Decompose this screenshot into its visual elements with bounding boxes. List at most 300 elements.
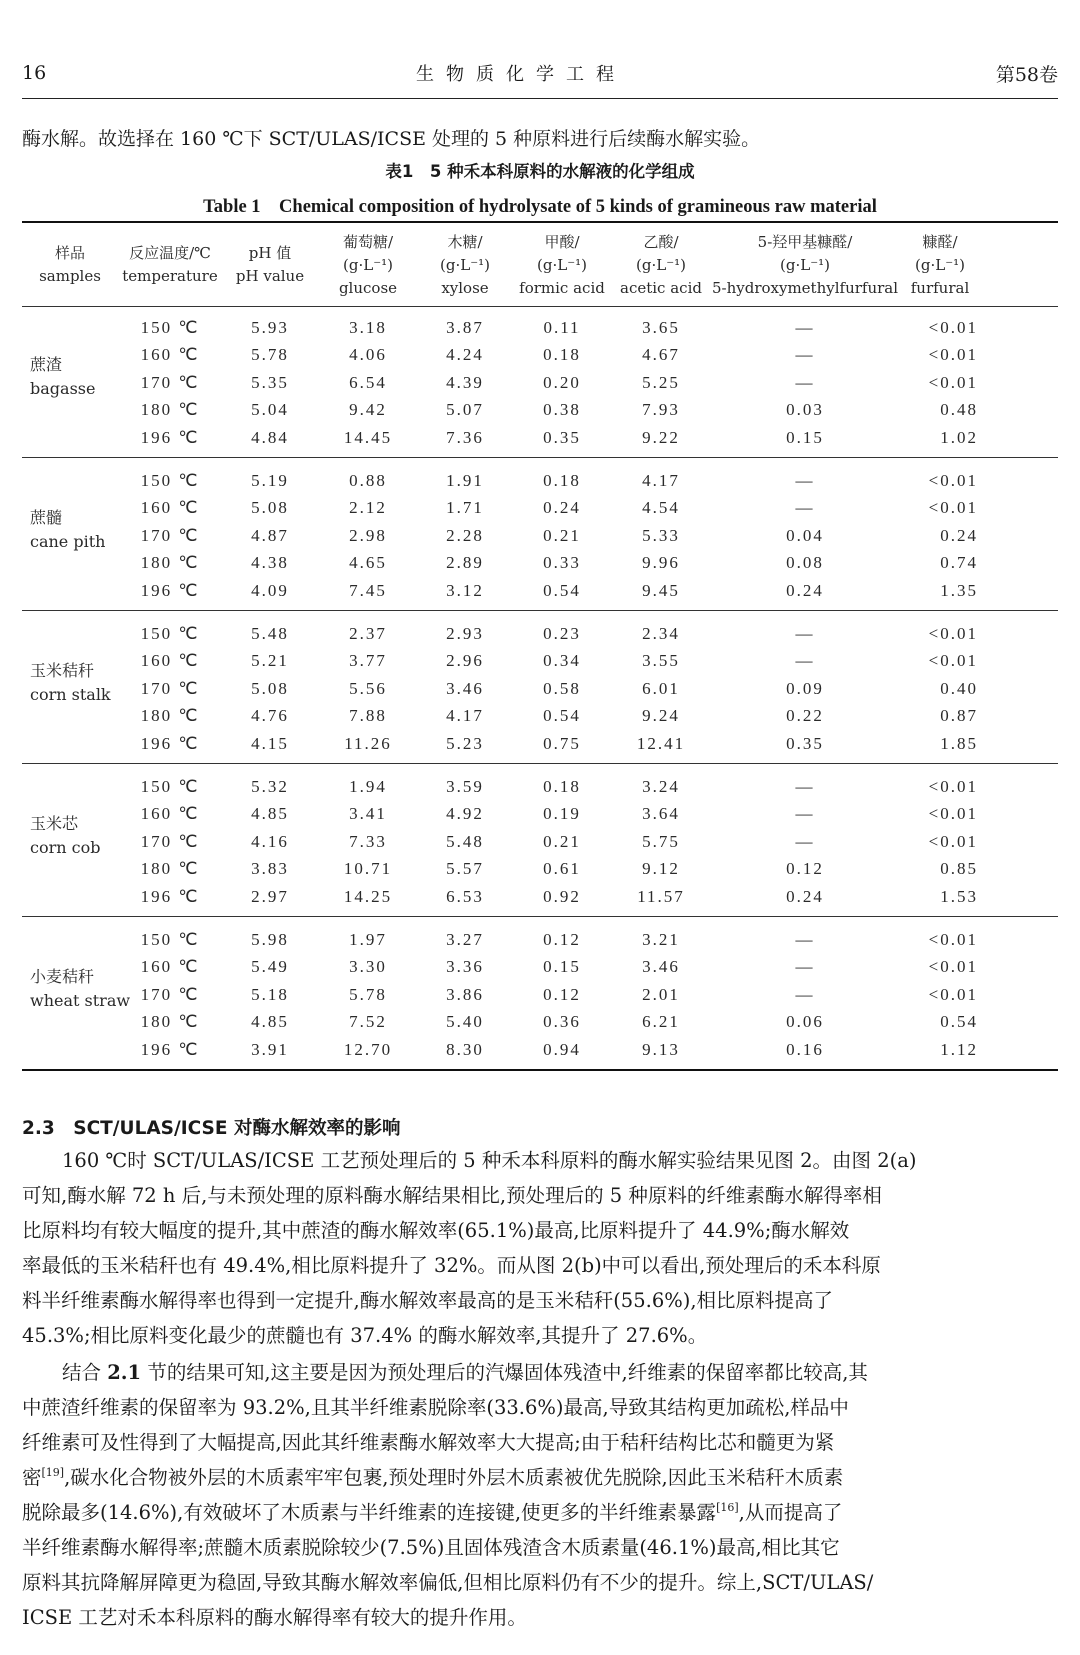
paragraph-line: 原料其抗降解屏障更为稳固,导致其酶水解效率偏低,但相比原料仍有不少的提升。综上,SCT/ULAS/ (22, 1571, 874, 1594)
table-cell: — (795, 471, 815, 490)
group-divider (22, 457, 1058, 458)
table-cell: 150 ℃ (140, 471, 200, 490)
table-cell: 4.67 (642, 345, 680, 365)
table-cell: 150 ℃ (140, 318, 200, 337)
column-header (222, 226, 318, 304)
column-header (900, 226, 980, 304)
column-header-line: glucose (338, 278, 398, 297)
table-cell: 4.09 (251, 580, 289, 600)
sample-name-zh: 蔗渣 (30, 354, 63, 374)
table-row (0, 981, 1080, 1008)
table-cell: 170 ℃ (140, 678, 200, 698)
table-row (0, 1036, 1080, 1063)
table-cell: 1.85 (940, 733, 978, 753)
table-cell: 0.03 (786, 400, 824, 420)
sample-name-zh: 小麦秸秆 (30, 966, 95, 986)
column-header (418, 226, 512, 304)
sample-name-zh: 蔗髓 (30, 507, 63, 527)
table-cell: 3.59 (446, 777, 484, 796)
table-cell: 0.24 (786, 886, 824, 906)
group-divider (22, 610, 1058, 611)
table-cell: 5.08 (251, 678, 289, 698)
table-caption-en: Table 1 Chemical composition of hydrolysate of 5 kinds of gramineous raw material (203, 197, 877, 217)
table-cell: 4.39 (446, 372, 484, 392)
table-cell: 5.98 (251, 930, 289, 949)
table-cell: 196 ℃ (140, 1039, 200, 1059)
table-cell: 180 ℃ (140, 1012, 200, 1032)
paragraph-line: 半纤维素酶水解得率;蔗髓木质素脱除较少(7.5%)且固体残渣含木质素量(46.1%)最高,相比其它 (22, 1536, 840, 1559)
section-heading: 2.3 SCT/ULAS/ICSE 对酶水解效率的影响 (22, 1118, 401, 1139)
table-cell: 5.49 (251, 957, 289, 977)
text-run: ,碳水化合物被外层的木质素牢牢包裹,预处理时外层木质素被优先脱除,因此玉米秸秆木质素 (64, 1466, 844, 1489)
table-cell: 3.36 (446, 957, 484, 977)
text-run: 节的结果可知,这主要是因为预处理后的汽爆固体残渣中,纤维素的保留率都比较高,其 (141, 1361, 868, 1384)
table-cell: 6.53 (446, 886, 484, 906)
table-cell: 0.16 (786, 1039, 824, 1059)
column-header-line: (g·L⁻¹) (440, 255, 490, 274)
table-cell: 160 ℃ (140, 498, 200, 518)
column-header-line: temperature (122, 267, 218, 285)
table-cell: 170 ℃ (140, 831, 200, 851)
column-header-line: furfural (910, 278, 970, 297)
paragraph-line (22, 1460, 1058, 1495)
table-cell: 160 ℃ (140, 651, 200, 671)
column-header (710, 226, 900, 304)
table-cell: 0.04 (786, 525, 824, 545)
table-cell: 180 ℃ (140, 553, 200, 573)
table-cell: 5.18 (251, 984, 289, 1004)
table-row (0, 494, 1080, 521)
sample-name-en: wheat straw (30, 990, 131, 1010)
table-cell: 0.24 (940, 525, 978, 545)
table-cell: 170 ℃ (140, 525, 200, 545)
table-cell: 4.76 (251, 706, 289, 726)
table-cell: 0.36 (543, 1012, 581, 1032)
text-run: 结合 (62, 1361, 108, 1384)
table-cell: 3.18 (349, 318, 387, 337)
table-cell: 4.85 (251, 804, 289, 824)
table-cell: 8.30 (446, 1039, 484, 1059)
table-row (0, 549, 1080, 576)
table-cell: 0.18 (543, 471, 581, 490)
table-cell: 196 ℃ (140, 886, 200, 906)
table-cell: 5.23 (446, 733, 484, 753)
citation-16: [16] (716, 1501, 739, 1514)
table-cell: 0.20 (543, 372, 581, 392)
table-cell: 0.48 (940, 400, 978, 420)
table-cell: 3.86 (446, 984, 484, 1004)
table-cell: 2.01 (642, 984, 680, 1004)
table-cell: 0.33 (543, 553, 581, 573)
table-cell: 5.08 (251, 498, 289, 518)
paragraph-line: 160 ℃时 SCT/ULAS/ICSE 工艺预处理后的 5 种禾本科原料的酶水解实验结果见图 2。由图 2(a) (62, 1149, 917, 1172)
table-row (0, 1008, 1080, 1035)
table-cell: 170 ℃ (140, 372, 200, 392)
table-row (0, 369, 1080, 396)
lead-paragraph: 酶水解。故选择在 160 ℃下 SCT/ULAS/ICSE 处理的 5 种原料进行后续酶水解实验。 (22, 128, 761, 150)
table-cell: 1.53 (940, 886, 978, 906)
paragraph-2 (22, 1355, 1058, 1635)
column-header-line: acetic acid (620, 278, 702, 297)
table-cell: 0.38 (543, 400, 581, 420)
table-cell: 5.93 (251, 318, 289, 337)
table-cell: 4.06 (349, 345, 387, 365)
table-cell: 5.56 (349, 678, 387, 698)
table-cell: 0.74 (940, 553, 978, 573)
table-cell: <0.01 (928, 318, 978, 337)
table-cell: 0.08 (786, 553, 824, 573)
table-row (0, 620, 1080, 647)
table-cell: 9.24 (642, 706, 680, 726)
running-header (22, 56, 1058, 90)
table-row (0, 702, 1080, 729)
table-cell: 0.15 (543, 957, 581, 977)
table-cell: 4.54 (642, 498, 680, 518)
paragraph-line: ICSE 工艺对禾本科原料的酶水解得率有较大的提升作用。 (22, 1606, 527, 1629)
table-cell: 7.45 (349, 580, 387, 600)
table-cell: <0.01 (928, 831, 978, 851)
text-run: 脱除最多(14.6%),有效破坏了木质素与半纤维素的连接键,使更多的半纤维素暴露 (22, 1501, 717, 1524)
table-cell: 3.41 (349, 804, 387, 824)
sample-name-en: cane pith (30, 531, 106, 551)
table-cell: 2.98 (349, 525, 387, 545)
table-cell: 0.12 (786, 859, 824, 879)
table-cell: — (795, 345, 815, 365)
table-cell: — (795, 777, 815, 796)
table-cell: 2.12 (349, 498, 387, 518)
paragraph-line: 45.3%;相比原料变化最少的蔗髓也有 37.4% 的酶水解效率,其提升了 27.6%。 (22, 1324, 708, 1347)
table-cell: — (795, 372, 815, 392)
column-header-line: (g·L⁻¹) (915, 255, 965, 274)
table-cell: 2.89 (446, 553, 484, 573)
table-cell: 0.21 (543, 525, 581, 545)
table-cell: — (795, 984, 815, 1004)
table-row (0, 522, 1080, 549)
table-cell: 0.24 (543, 498, 581, 518)
table-cell: 4.17 (642, 471, 680, 490)
table-cell: <0.01 (928, 372, 978, 392)
column-header-line: 葡萄糖/ (342, 232, 394, 251)
column-header-line: (g·L⁻¹) (343, 255, 393, 274)
table-cell: 4.84 (251, 427, 289, 447)
column-header (318, 226, 418, 304)
table-cell: 6.01 (642, 678, 680, 698)
table-row (0, 883, 1080, 910)
table-cell: 0.35 (786, 733, 824, 753)
column-header (512, 226, 612, 304)
table-row (0, 773, 1080, 800)
table-bottom-rule (22, 1069, 1058, 1071)
table-cell: 3.12 (446, 580, 484, 600)
table-cell: 3.46 (446, 678, 484, 698)
table-cell: 0.12 (543, 930, 581, 949)
column-header-line: 5-羟甲基糠醛/ (757, 232, 853, 251)
paragraph-line: 率最低的玉米秸秆也有 49.4%,相比原料提升了 32%。而从图 2(b)中可以看出,预处理后的禾本科原 (22, 1254, 881, 1277)
table-cell: 6.21 (642, 1012, 680, 1032)
table-cell: 4.85 (251, 1012, 289, 1032)
table-row (0, 424, 1080, 451)
table-cell: 0.92 (543, 886, 581, 906)
table-cell: 5.33 (642, 525, 680, 545)
column-header-line: pH value (235, 267, 305, 285)
table-cell: 4.15 (251, 733, 289, 753)
table-cell: 5.07 (446, 400, 484, 420)
column-header-line: 乙酸/ (643, 232, 679, 251)
table-cell: — (795, 957, 815, 977)
table-cell: 10.71 (343, 859, 393, 879)
table-cell: 9.96 (642, 553, 680, 573)
table-cell: 1.35 (940, 580, 978, 600)
column-header (612, 226, 710, 304)
table-cell: 0.15 (786, 427, 824, 447)
table-cell: 2.97 (251, 886, 289, 906)
table-cell: 0.61 (543, 859, 581, 879)
table-cell: 5.48 (446, 831, 484, 851)
table-cell: 12.70 (343, 1039, 393, 1059)
section-ref: 2.1 (107, 1361, 142, 1384)
table-row (0, 577, 1080, 604)
table-cell: 5.78 (349, 984, 387, 1004)
table-cell: 3.83 (251, 859, 289, 879)
table-cell: 2.28 (446, 525, 484, 545)
table-cell: 7.33 (349, 831, 387, 851)
table-cell: — (795, 804, 815, 824)
table-cell: 4.38 (251, 553, 289, 573)
table-cell: 160 ℃ (140, 345, 200, 365)
table-cell: 14.25 (343, 886, 393, 906)
table-cell: 1.02 (940, 427, 978, 447)
table-cell: 5.04 (251, 400, 289, 420)
table-cell: 5.57 (446, 859, 484, 879)
table-cell: 0.87 (940, 706, 978, 726)
table-row (0, 953, 1080, 980)
table-cell: 196 ℃ (140, 733, 200, 753)
table-cell: 0.11 (543, 318, 581, 337)
table-cell: 5.35 (251, 372, 289, 392)
table-cell: 0.35 (543, 427, 581, 447)
table-cell: <0.01 (928, 930, 978, 949)
table-cell: 2.37 (349, 624, 387, 643)
table-cell: 4.17 (446, 706, 484, 726)
table-cell: 0.18 (543, 345, 581, 365)
table-cell: 160 ℃ (140, 804, 200, 824)
paragraph-1 (22, 1143, 1058, 1353)
column-header-line: (g·L⁻¹) (537, 255, 587, 274)
table-cell: 4.65 (349, 553, 387, 573)
table-cell: 4.16 (251, 831, 289, 851)
table-cell: 4.92 (446, 804, 484, 824)
table-cell: 0.06 (786, 1012, 824, 1032)
paragraph-line: 比原料均有较大幅度的提升,其中蔗渣的酶水解效率(65.1%)最高,比原料提升了 44.9%;酶水解效 (22, 1219, 850, 1242)
table-row (0, 396, 1080, 423)
table-cell: 0.54 (543, 580, 581, 600)
column-header-line: 糠醛/ (922, 232, 958, 251)
text-run: 密 (22, 1466, 42, 1489)
table-cell: <0.01 (928, 624, 978, 643)
table-cell: 0.19 (543, 804, 581, 824)
sample-name-en: corn stalk (30, 684, 111, 704)
table-cell: 3.27 (446, 930, 484, 949)
table-cell: 9.22 (642, 427, 680, 447)
table-cell: — (795, 624, 815, 643)
table-cell: 150 ℃ (140, 930, 200, 949)
journal-title: 生物质化学工程 (416, 64, 626, 85)
table-cell: 1.71 (446, 498, 484, 518)
table-cell: — (795, 498, 815, 518)
table-cell: 3.46 (642, 957, 680, 977)
paragraph-line: 料半纤维素酶水解得率也得到一定提升,酶水解效率最高的是玉米秸秆(55.6%),相比原料提高了 (22, 1289, 834, 1312)
table-cell: 1.12 (940, 1039, 978, 1059)
table-cell: 196 ℃ (140, 427, 200, 447)
table-cell: 12.41 (636, 733, 686, 753)
table-cell: 0.21 (543, 831, 581, 851)
table-cell: — (795, 651, 815, 671)
paragraph-line (22, 1495, 1058, 1530)
table-cell: <0.01 (928, 957, 978, 977)
header-rule (22, 98, 1058, 99)
table-cell: 2.93 (446, 624, 484, 643)
column-header-line: samples (39, 267, 101, 285)
table-cell: 6.54 (349, 372, 387, 392)
table-cell: 0.24 (786, 580, 824, 600)
table-row (0, 341, 1080, 368)
table-cell: 0.54 (940, 1012, 978, 1032)
table-cell: 2.34 (642, 624, 680, 643)
table-cell: 0.34 (543, 651, 581, 671)
table-cell: 1.97 (349, 930, 387, 949)
table-cell: 4.87 (251, 525, 289, 545)
table-cell: 9.42 (349, 400, 387, 420)
table-cell: 3.55 (642, 651, 680, 671)
table-cell: 180 ℃ (140, 706, 200, 726)
table-cell: 4.24 (446, 345, 484, 365)
table-cell: <0.01 (928, 651, 978, 671)
page-number: 16 (22, 62, 47, 84)
table-cell: 11.26 (344, 733, 392, 753)
table-cell: 0.12 (543, 984, 581, 1004)
column-header-line: (g·L⁻¹) (636, 255, 686, 274)
column-header-line: formic acid (519, 278, 605, 297)
table-cell: 3.65 (642, 318, 680, 337)
table-cell: 11.57 (637, 886, 685, 906)
table-cell: <0.01 (928, 498, 978, 518)
table-cell: <0.01 (928, 777, 978, 796)
column-header (22, 226, 118, 304)
table-cell: 5.32 (251, 777, 289, 796)
table-cell: 3.87 (446, 318, 484, 337)
column-header-line: 5-hydroxymethylfurfural (711, 278, 899, 297)
table-cell: 5.48 (251, 624, 289, 643)
table-cell: 5.21 (251, 651, 289, 671)
table-row (0, 730, 1080, 757)
table-row (0, 800, 1080, 827)
table-cell: 7.93 (642, 400, 680, 420)
column-header-line: (g·L⁻¹) (780, 255, 830, 274)
table-cell: 150 ℃ (140, 777, 200, 796)
column-header (118, 226, 222, 304)
table-cell: 14.45 (343, 427, 393, 447)
table-cell: 3.64 (642, 804, 680, 824)
table-cell: 150 ℃ (140, 624, 200, 643)
column-header-line: 样品 (54, 244, 85, 262)
table-cell: <0.01 (928, 471, 978, 490)
paragraph-line: 纤维素可及性得到了大幅提高,因此其纤维素酶水解效率大大提高;由于秸秆结构比芯和髓更为紧 (22, 1431, 835, 1454)
table-top-rule (22, 221, 1058, 223)
table-cell: 0.40 (940, 678, 978, 698)
table-cell: 0.09 (786, 678, 824, 698)
table-cell: 7.88 (349, 706, 387, 726)
group-divider (22, 763, 1058, 764)
table-cell: 5.78 (251, 345, 289, 365)
citation-19: [19] (41, 1466, 65, 1479)
sample-name-zh: 玉米秸秆 (30, 660, 95, 680)
table-cell: 9.45 (642, 580, 680, 600)
table-cell: — (795, 318, 815, 337)
table-cell: 0.23 (543, 624, 581, 643)
sample-name-en: bagasse (30, 378, 96, 398)
table-cell: — (795, 831, 815, 851)
table-cell: 180 ℃ (140, 400, 200, 420)
table-cell: 9.12 (642, 859, 680, 879)
table-cell: 9.13 (642, 1039, 680, 1059)
sample-name-zh: 玉米芯 (30, 813, 79, 833)
table-cell: 0.54 (543, 706, 581, 726)
table-cell: 0.58 (543, 678, 581, 698)
table-row (0, 926, 1080, 953)
table-cell: 5.19 (251, 471, 289, 490)
table-cell: 170 ℃ (140, 984, 200, 1004)
table-cell: 5.75 (642, 831, 680, 851)
table-row (0, 314, 1080, 341)
column-header-line: 甲酸/ (544, 232, 580, 251)
table-cell: 160 ℃ (140, 957, 200, 977)
table-header-rule (22, 306, 1058, 307)
table-row (0, 675, 1080, 702)
table-cell: 3.24 (642, 777, 680, 796)
table-cell: 5.40 (446, 1012, 484, 1032)
table-cell: <0.01 (928, 984, 978, 1004)
table-row (0, 828, 1080, 855)
table-cell: 2.96 (446, 651, 484, 671)
table-cell: 3.91 (251, 1039, 289, 1059)
table-cell: 7.52 (349, 1012, 387, 1032)
table-cell: <0.01 (928, 345, 978, 365)
table-cell: 180 ℃ (140, 859, 200, 879)
table-cell: 3.30 (349, 957, 387, 977)
paragraph-line: 可知,酶水解 72 h 后,与未预处理的原料酶水解结果相比,预处理后的 5 种原料的纤维素酶水解得率相 (22, 1184, 882, 1207)
table-cell: 0.22 (786, 706, 824, 726)
table-cell: 196 ℃ (140, 580, 200, 600)
table-cell: 3.21 (642, 930, 680, 949)
column-header-line: 反应温度/℃ (129, 244, 211, 262)
column-header-line: pH 值 (248, 244, 292, 262)
table-cell: 0.85 (940, 859, 978, 879)
table-cell: 0.88 (349, 471, 387, 490)
table-cell: — (795, 930, 815, 949)
table-row (0, 855, 1080, 882)
table-cell: 0.18 (543, 777, 581, 796)
table-cell: 5.25 (642, 372, 680, 392)
table-caption-zh: 表1 5 种禾本科原料的水解液的化学组成 (385, 162, 695, 181)
sample-name-en: corn cob (30, 837, 101, 857)
table-row (0, 647, 1080, 674)
column-header-line: xylose (441, 278, 489, 297)
column-header-line: 木糖/ (447, 232, 483, 251)
table-cell: <0.01 (928, 804, 978, 824)
table-cell: 3.77 (349, 651, 387, 671)
table-cell: 1.91 (446, 471, 484, 490)
group-divider (22, 916, 1058, 917)
